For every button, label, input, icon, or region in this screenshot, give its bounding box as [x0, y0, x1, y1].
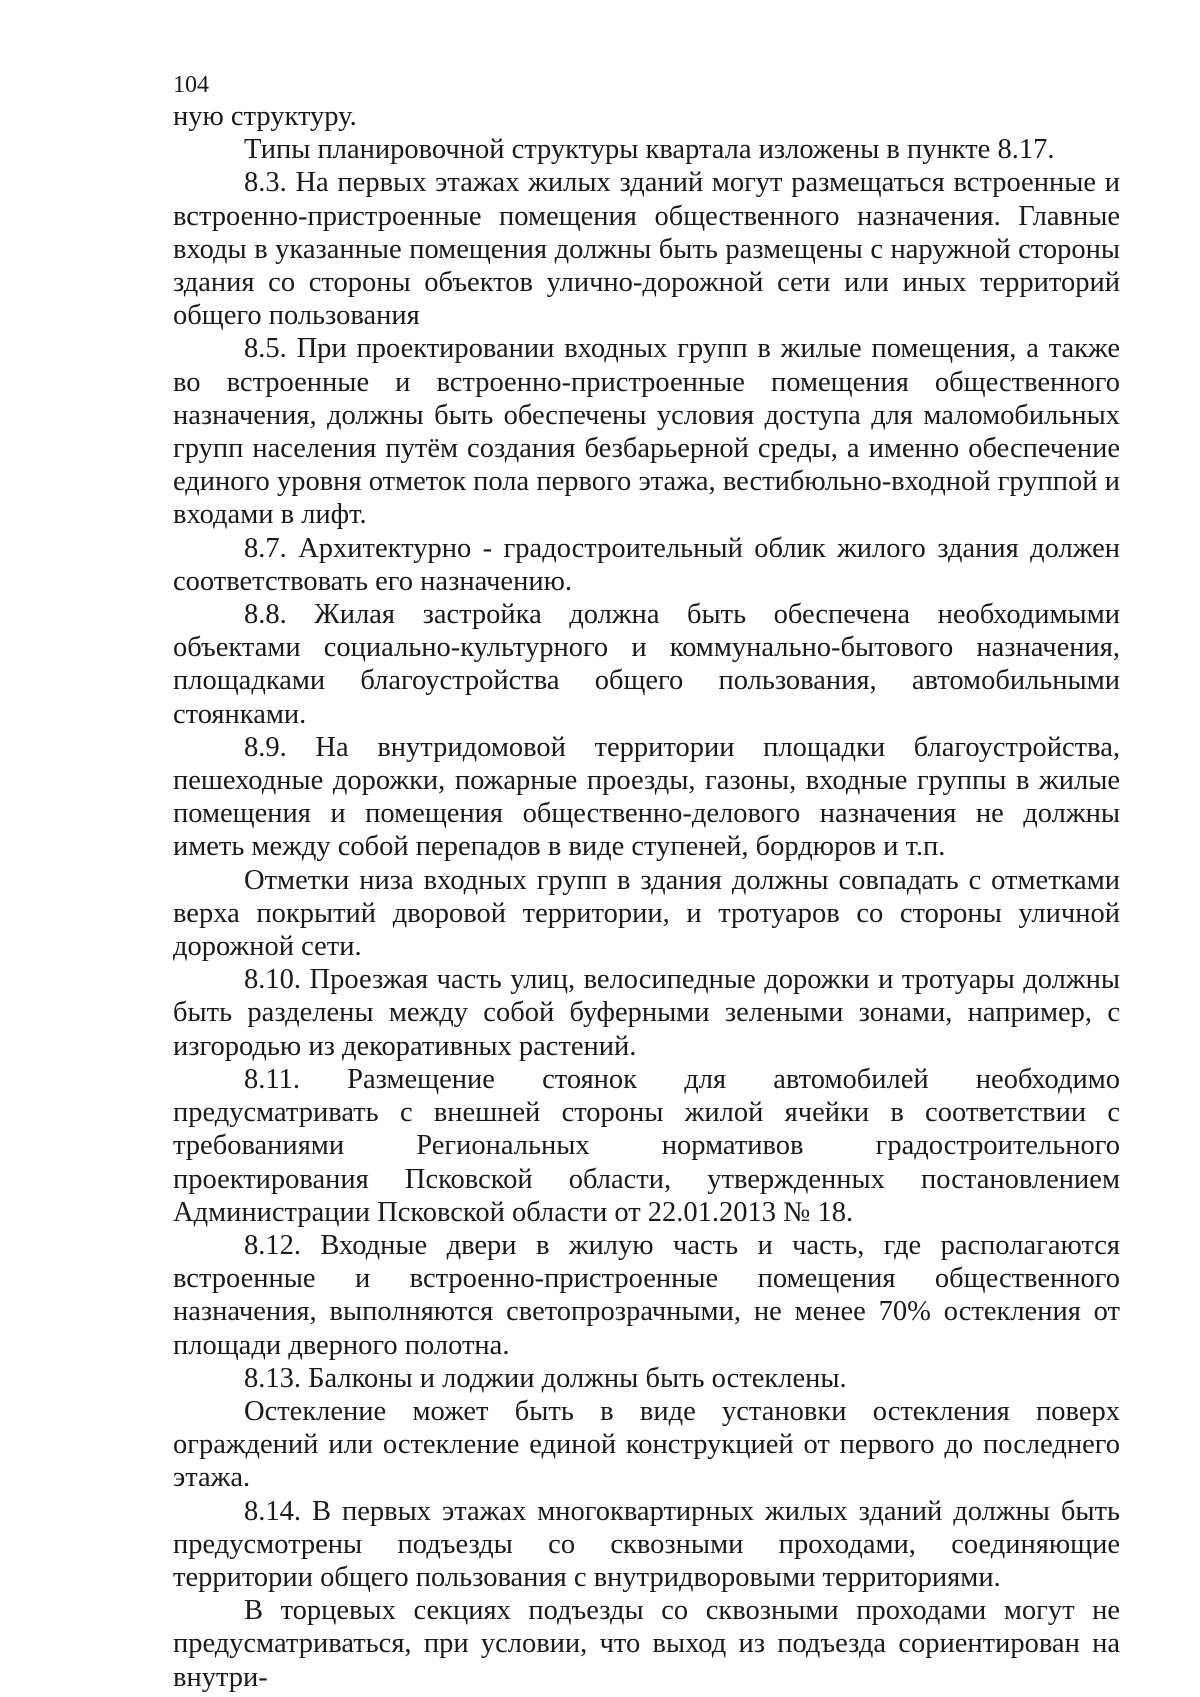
paragraph: 8.14. В первых этажах многоквартирных жилых зданий должны быть предусмотрены подъезды со сквозными проходами, соединяющие территории общего пользования с внутридворовыми территориями. [173, 1495, 1120, 1593]
paragraph: 8.9. На внутридомовой территории площадки благоустройства, пешеходные дорожки, пожарные проезды, газоны, входные группы в жилые помещения и помещения общественно-делового назначения не должны иметь между собой перепадов в виде ступеней, бордюров и т.п. [173, 731, 1120, 863]
paragraph: Отметки низа входных групп в здания должны совпадать с отметками верха покрытий дворовой территории, и тротуаров со стороны уличной дорожной сети. [173, 864, 1120, 963]
page-number: 104 [173, 72, 209, 98]
paragraph: 8.13. Балконы и лоджии должны быть остеклены. [244, 1362, 847, 1394]
paragraph: 8.11. Размещение стоянок для автомобилей необходимо предусматривать с внешней стороны жилой ячейки в соответствии с требованиями Региональных нормативов градостроительного проектирования Псковской области, утвержденных постановлением Администрации Псковской области от 22.01.2013 № 18. [173, 1063, 1120, 1228]
paragraphs-container [173, 100, 1120, 1694]
paragraph: ную структуру. [173, 101, 357, 132]
paragraph: 8.7. Архитектурно - градостроительный облик жилого здания должен соответствовать его назначению. [173, 532, 1120, 597]
paragraph: 8.12. Входные двери в жилую часть и часть, где располагаются встроенные и встроенно-пристроенные помещения общественного назначения, выполняются светопрозрачными, не менее 70% остекления от площади дверного полотна. [173, 1229, 1120, 1361]
paragraph: Остекление может быть в виде установки остекления поверх ограждений или остекление единой конструкцией от первого до последнего этажа. [173, 1395, 1120, 1494]
paragraph: 8.8. Жилая застройка должна быть обеспечена необходимыми объектами социально-культурного и коммунально-бытового назначения, площадками благоустройства общего пользования, автомобильными стоянками. [173, 599, 1120, 730]
paragraph: В торцевых секциях подъезды со сквозными проходами могут не предусматриваться, при условии, что выход из подъезда сориентирован на внутри- [173, 1595, 1120, 1693]
paragraph: Типы планировочной структуры квартала изложены в пункте 8.17. [244, 134, 1055, 166]
paragraph: 8.3. На первых этажах жилых зданий могут размещаться встроенные и встроенно-пристроенные помещения общественного назначения. Главные входы в указанные помещения должны быть размещены с наружной стороны здания со стороны объектов улично-дорожной сети или иных территорий общего пользования [173, 167, 1120, 332]
paragraph: 8.5. При проектировании входных групп в жилые помещения, а также во встроенные и встроенно-пристроенные помещения общественного назначения, должны быть обеспечены условия доступа для маломобильных групп населения путём создания безбарьерной среды, а именно обеспечение единого уровня отметок пола первого этажа, вестибюльно-входной группой и входами в лифт. [173, 333, 1120, 531]
paragraph: 8.10. Проезжая часть улиц, велосипедные дорожки и тротуары должны быть разделены между собой буферными зелеными зонами, например, с изгородью из декоративных растений. [173, 964, 1120, 1062]
page-text [173, 70, 1120, 1694]
